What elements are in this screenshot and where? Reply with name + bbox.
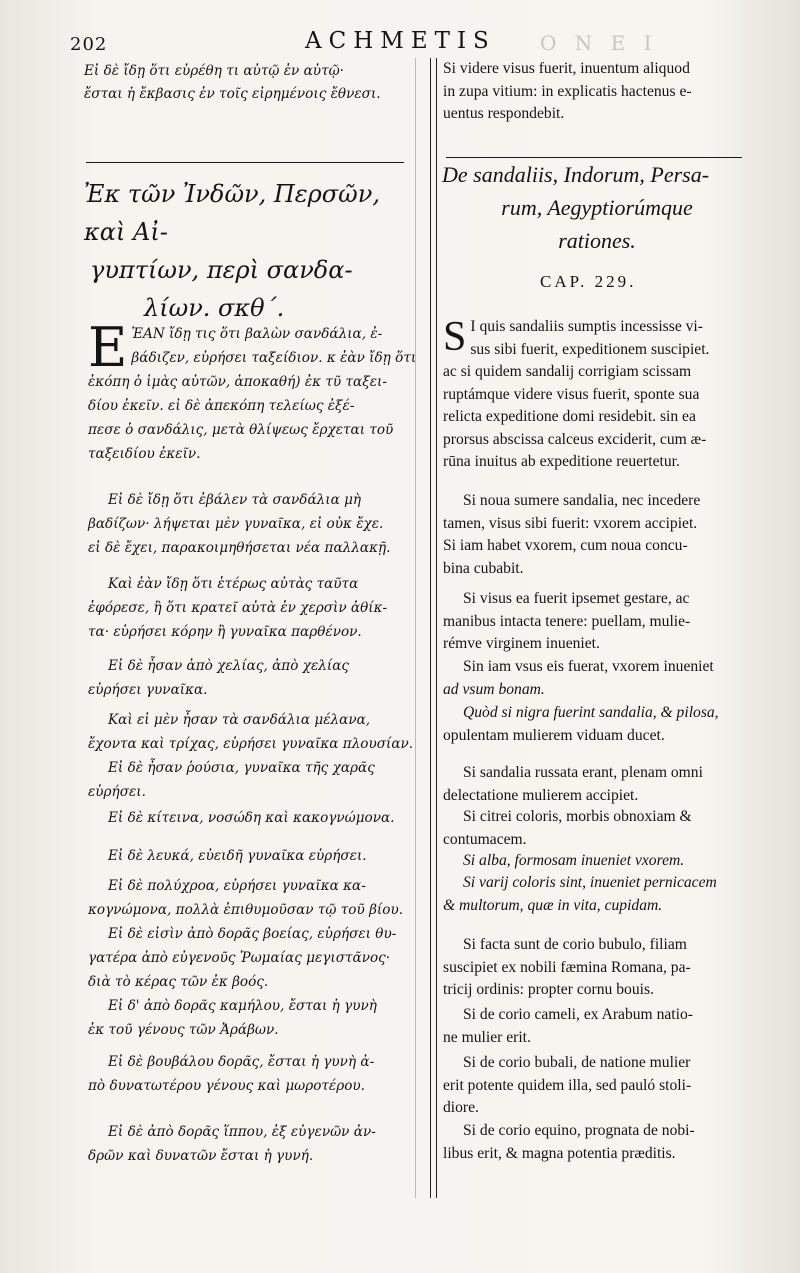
text-line: Si facta sunt de corio bubulo, filiam xyxy=(463,936,687,953)
latin-paragraph xyxy=(443,1120,768,1165)
text-line: ἔχοντα καὶ τρίχας, εὑρήσει γυναῖκα πλουσίαν. xyxy=(88,736,414,752)
greek-paragraph xyxy=(88,844,418,868)
text-line: Εἰ δὲ λευκά, εὐειδῆ γυναῖκα εὑρήσει. xyxy=(108,848,367,864)
text-line: in zupa vitium: in explicatis hactenus e- xyxy=(443,82,692,100)
text-line: Εἰ δ' ἀπὸ δορᾶς καμήλου, ἔσται ἡ γυνὴ xyxy=(108,998,377,1014)
text-line: Εἰ δὲ ἦσαν ἀπὸ χελίας, ἀπὸ χελίας xyxy=(108,658,349,674)
running-title: ACHMETIS xyxy=(305,28,496,54)
text-line: suscipiet ex nobili fæmina Romana, pa- xyxy=(443,958,691,976)
greek-paragraph xyxy=(88,756,418,804)
text-line: γατέρα ἀπὸ εὐγενοῦς Ῥωμαίας μεγιστᾶνος· xyxy=(88,950,391,966)
page-number: 202 xyxy=(70,34,108,55)
text-line: ταξειδίου ἐκεῖν. xyxy=(88,446,201,462)
text-line: κογνώμονα, πολλὰ ἐπιθυμοῦσαν τῷ τοῦ βίου. xyxy=(88,902,404,918)
text-line: ad vsum bonam. xyxy=(443,680,545,698)
text-line: πεσε ὁ σανδάλις, μετὰ θλίψεως ἔρχεται τοῦ xyxy=(88,422,394,438)
text-line: Εἰ δὲ εἰσὶν ἀπὸ δορᾶς βοείας, εὑρήσει θυ- xyxy=(108,926,397,942)
greek-paragraph xyxy=(88,488,418,560)
greek-paragraph xyxy=(88,654,418,702)
text-line: Si alba, formosam inueniet vxorem. xyxy=(463,852,685,869)
text-line: βαδίζων· λήψεται μὲν γυναῖκα, εἰ οὐκ ἔχε. xyxy=(88,516,384,532)
text-line: contumacem. xyxy=(443,830,527,848)
latin-paragraph xyxy=(443,850,768,873)
text-line: Εἰ δὲ ἴδῃ ὅτι εὑρέθη τι αὐτῷ ἐν αὐτῷ· xyxy=(84,63,344,79)
heading-line: λίων. σκθ΄. xyxy=(144,294,285,322)
text-line: relicta expeditione domi residebit. sin ea xyxy=(443,408,696,425)
text-line: opulentam mulierem viduam ducet. xyxy=(443,726,665,744)
greek-paragraph xyxy=(88,874,418,922)
text-line xyxy=(443,656,768,679)
latin-paragraph xyxy=(443,1052,768,1120)
text-line: τα· εὑρήσει κόρην ἢ γυναῖκα παρθένον. xyxy=(88,624,362,640)
text-line: Εἰ δὲ πολύχροα, εὑρήσει γυναῖκα κα- xyxy=(108,878,366,894)
greek-paragraph xyxy=(88,316,418,466)
greek-paragraph xyxy=(88,1120,418,1168)
text-line: I quis sandaliis sumptis incessisse vi- xyxy=(470,318,703,335)
text-line: Εἰ δὲ βουβάλου δορᾶς, ἔσται ἡ γυνὴ ἀ- xyxy=(108,1054,375,1070)
text-line: & multorum, quæ in vita, cupidam. xyxy=(443,896,663,914)
latin-paragraph xyxy=(443,702,768,747)
text-line: tricij ordinis: propter cornu bouis. xyxy=(443,981,654,998)
latin-paragraph xyxy=(443,316,768,474)
text-line: Καὶ εἰ μὲν ἦσαν τὰ σανδάλια μέλανα, xyxy=(108,712,371,728)
text-line: Si videre visus fuerit, inuentum aliquod xyxy=(443,60,690,77)
latin-paragraph xyxy=(443,806,768,851)
text-line: Si visus ea fuerit ipsemet gestare, ac xyxy=(463,590,690,607)
text-line: πὸ δυνατωτέρου γένους καὶ μωροτέρου. xyxy=(88,1078,365,1094)
greek-intro xyxy=(84,60,414,105)
drop-cap: E xyxy=(88,316,128,379)
text-line: εἰ δὲ ἔχει, παρακοιμηθήσεται νέα παλλακῇ. xyxy=(88,540,391,556)
text-line: sus sibi fuerit, expeditionem suscipiet. xyxy=(470,340,710,358)
text-line: ne mulier erit. xyxy=(443,1028,531,1046)
heading-line: rum, Aegyptiorúmque xyxy=(501,195,693,220)
text-line: Si de corio equino, prognata de nobi- xyxy=(463,1122,695,1139)
greek-paragraph xyxy=(88,806,418,830)
latin-paragraph xyxy=(443,588,768,656)
text-line: δρῶν καὶ δυνατῶν ἔσται ἡ γυνή. xyxy=(88,1148,314,1164)
text-line: rémve virginem inueniet. xyxy=(443,635,600,652)
latin-chapter-heading xyxy=(442,158,752,257)
text-line: uentus respondebit. xyxy=(443,105,565,122)
text-line: Si iam habet vxorem, cum noua concu- xyxy=(443,537,688,554)
text-line: tamen, visus sibi fuerit: vxorem accipiet. xyxy=(443,514,698,532)
text-line: Εἰ δὲ ἴδῃ ὅτι ἐβάλεν τὰ σανδάλια μὴ xyxy=(108,492,362,508)
text-line: Εἰ δὲ ἦσαν ῥούσια, γυναῖκα τῆς χαρᾶς xyxy=(108,760,375,776)
text-line: ac si quidem sandalij corrigiam scissam xyxy=(443,363,692,380)
text-line: ἘΑΝ ἴδῃ τις ὅτι βαλὼν σανδάλια, ἐ- xyxy=(131,326,383,342)
text-span: Sin iam vsus eis fuerat, vxorem inueniet xyxy=(463,658,714,675)
text-line: ἐκ τοῦ γένους τῶν Ἀράβων. xyxy=(88,1022,279,1038)
text-line: βάδιζεν, εὑρήσει ταξείδιον. κ ἐὰν ἴδῃ ὅτι xyxy=(131,350,417,366)
text-line: Καὶ ἐὰν ἴδῃ ὅτι ἑτέρως αὐτὰς ταῦτα xyxy=(108,576,359,592)
text-line: Si varij coloris sint, inueniet pernicacem xyxy=(463,874,717,891)
text-line: Εἰ δὲ κίτεινα, νοσώδη καὶ κακογνώμονα. xyxy=(108,810,395,826)
text-line: Εἰ δὲ ἀπὸ δορᾶς ἵππου, ἐξ εὐγενῶν ἀν- xyxy=(108,1124,376,1140)
text-line: δίου ἐκεῖν. εἰ δὲ ἀπεκόπη τελείως ἐξέ- xyxy=(88,398,355,414)
latin-paragraph xyxy=(443,1004,768,1049)
heading-line: Ἐκ τῶν Ἰνδῶν, Περσῶν, καὶ Αἰ- xyxy=(84,180,380,246)
greek-paragraph xyxy=(88,994,418,1042)
section-rule xyxy=(86,162,404,163)
greek-paragraph xyxy=(88,922,418,994)
text-line: ruptámque videre visus fuerit, sponte sua xyxy=(443,385,700,403)
heading-line: De sandaliis, Indorum, Persa- xyxy=(442,162,710,187)
text-line: delectatione mulierem accipiet. xyxy=(443,786,639,804)
text-line: bina cubabit. xyxy=(443,559,524,577)
greek-paragraph xyxy=(88,708,418,756)
text-line: ἔσται ἡ ἔκβασις ἐν τοῖς εἰρημένοις ἔθνεσι. xyxy=(84,85,381,102)
text-line: ἐφόρεσε, ἢ ὅτι κρατεῖ αὐτὰ ἐν χερσὶν ἀθίκ- xyxy=(88,600,388,616)
text-line: Si de corio bubali, de natione mulier xyxy=(463,1054,691,1071)
drop-cap: S xyxy=(443,314,467,360)
heading-line: rationes. xyxy=(558,228,636,253)
text-line: Si citrei coloris, morbis obnoxiam & xyxy=(463,808,692,825)
greek-paragraph xyxy=(88,572,418,644)
text-line: εὑρήσει. xyxy=(88,784,146,800)
heading-line: γυπτίων, περὶ σανδα- xyxy=(90,256,353,284)
text-line: diore. xyxy=(443,1099,479,1116)
latin-paragraph xyxy=(443,490,768,580)
text-line: Quòd si nigra fuerint sandalia, & pilosa, xyxy=(463,704,719,721)
text-line: διὰ τὸ κέρας τῶν ἐκ βοός. xyxy=(88,974,269,990)
page-header xyxy=(0,28,800,54)
latin-paragraph xyxy=(443,934,768,1002)
greek-chapter-heading xyxy=(84,175,414,327)
text-line: εὑρήσει γυναῖκα. xyxy=(88,682,208,698)
column-divider xyxy=(430,58,437,1198)
text-line: Si noua sumere sandalia, nec incedere xyxy=(463,492,701,509)
text-line: prorsus abscissa calceus exciderit, cum æ- xyxy=(443,430,707,448)
text-line: manibus intacta tenere: puellam, mulie- xyxy=(443,612,691,630)
bleed-through-text: O N E I xyxy=(540,31,658,55)
text-line: Si de corio cameli, ex Arabum natio- xyxy=(463,1006,693,1023)
text-line: libus erit, & magna potentia præditis. xyxy=(443,1144,676,1162)
text-line: erit potente quidem illa, sed pauló stoli- xyxy=(443,1076,692,1094)
latin-paragraph xyxy=(443,656,768,701)
greek-paragraph xyxy=(88,1050,418,1098)
latin-paragraph xyxy=(443,762,768,807)
text-line: rūna inuitus ab expeditione reuertetur. xyxy=(443,453,680,470)
latin-intro xyxy=(443,58,768,126)
text-line: Si sandalia russata erant, plenam omni xyxy=(463,764,703,781)
chapter-number: CAP. 229. xyxy=(540,272,637,291)
latin-paragraph xyxy=(443,872,768,917)
text-line: ἐκόπη ὁ ἱμὰς αὐτῶν, ἀποκαθή) ἐκ τῦ ταξει- xyxy=(88,374,387,390)
